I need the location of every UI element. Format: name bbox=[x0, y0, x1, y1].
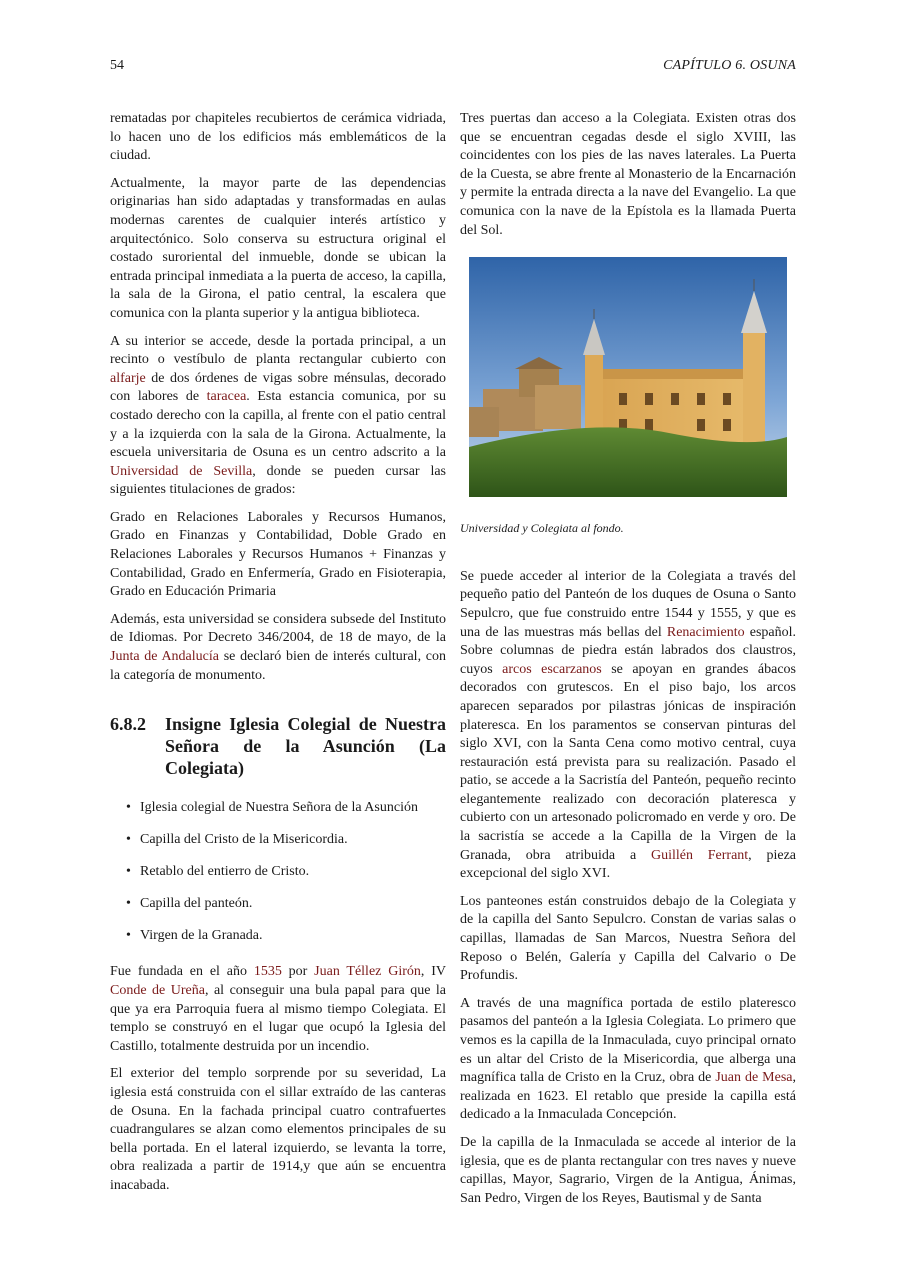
page-number: 54 bbox=[110, 58, 124, 73]
link-alfarje[interactable]: alfarje bbox=[110, 370, 146, 386]
paragraph: Los panteones están construidos debajo de la Colegiata y de la capilla del Santo Sepulcro. Constan de varias salas o capillas, llamadas de San Marcos, Nuestra Señora del Reposo o Belén, Galería y Capilla del Calvario o De Profundis. bbox=[460, 893, 796, 984]
left-column bbox=[110, 110, 446, 1205]
section-title: Insigne Iglesia Colegial de Nuestra Señora de la Asunción (La Colegiata) bbox=[165, 714, 446, 779]
paragraph: rematadas por chapiteles recubiertos de cerámica vidriada, lo hacen uno de los edificios más emblemáticos de la ciudad. bbox=[110, 111, 446, 164]
paragraph: Actualmente, la mayor parte de las dependencias originarias han sido adaptadas y transformadas en aulas modernas carentes de cualquier interés artístico y arquitectónico. Solo conserva su estructura original el costado suroriental del inmueble, donde se ubican la entrada principal inmediata a la puerta de acceso, la capilla, la sala de la Girona, el patio central, la escalera que comunica con la planta superior y la antigua biblioteca. bbox=[110, 175, 446, 321]
chapter-title: CAPÍTULO 6. OSUNA bbox=[663, 58, 796, 73]
list-item: • Retablo del entierro de Cristo. bbox=[126, 863, 446, 882]
link-universidad-sevilla[interactable]: Universidad de Sevilla bbox=[110, 463, 253, 479]
link-conde-urena[interactable]: Conde de Ureña bbox=[110, 982, 205, 998]
right-column bbox=[460, 110, 796, 1217]
link-taracea[interactable]: taracea bbox=[206, 389, 247, 405]
figure-caption: Universidad y Colegiata al fondo. bbox=[460, 521, 624, 536]
paragraph: Fue fundada en el año 1535 por Juan Téllez Girón, IV Conde de Ureña, al conseguir una bula papal para que la que ya era Parroquia fuera al mismo tiempo Colegiata. El templo se construyó en el lugar que ocupó la Iglesia del Castillo, totalmente destruida por un incendio. bbox=[110, 964, 447, 1054]
paragraph: De la capilla de la Inmaculada se accede al interior de la iglesia, que es de planta rectangular con tres naves y nueve capillas, Mayor, Sagrario, Virgen de la Antigua, Ánimas, San Pedro, Virgen de los Reyes, Bautismal y de Santa bbox=[460, 1134, 796, 1206]
list-item: • Iglesia colegial de Nuestra Señora de la Asunción bbox=[126, 799, 446, 818]
link-1535[interactable]: 1535 bbox=[253, 964, 282, 980]
photo-universidad-colegiata bbox=[469, 257, 787, 497]
list-item: • Capilla del panteón. bbox=[126, 895, 446, 914]
section-heading bbox=[110, 713, 446, 779]
page-header bbox=[110, 58, 796, 78]
link-juan-de-mesa[interactable]: Juan de Mesa bbox=[715, 1070, 793, 1086]
section-number: 6.8.2 bbox=[110, 714, 146, 735]
paragraph: A través de una magnífica portada de estilo plateresco pasamos del panteón a la Iglesia Colegiata. Lo primero que vemos es la capilla de la Inmaculada, cuyo principal ornato es un altar del Cristo de la Misericordia, que alberga una magnífica talla de Cristo en la Cruz, obra de Juan de Mesa, realizada en 1623. El retablo que preside la capilla está dedicado a la Inmaculada Concepción. bbox=[460, 995, 796, 1123]
paragraph: El exterior del templo sorprende por su severidad, La iglesia está construida con el sillar extraído de las canteras de Osuna. En la fachada principal cuatro contrafuertes cuadrangulares se alzan como elementos principales de su bella portada. En el lateral izquierdo, se levanta la torre, obra realizada a partir de 1914,y que aún se encuentra inacabada. bbox=[110, 1066, 446, 1193]
list-item: • Capilla del Cristo de la Misericordia. bbox=[126, 831, 446, 850]
paragraph: Grado en Relaciones Laborales y Recursos Humanos, Grado en Finanzas y Contabilidad, Doble Grado en Relaciones Laborales y Recursos Humanos + Finanzas y Contabilidad, Grado en Enfermería, Grado en Fisioterapia, Grado en Educación Primaria bbox=[110, 509, 446, 600]
paragraph: A su interior se accede, desde la portada principal, a un recinto o vestíbulo de planta rectangular cubierto con alfarje de dos órdenes de vigas sobre ménsulas, decorado con labores de taracea. Esta estancia comunica, por su costado derecho con la capilla, al frente con el patio central y a la izquierda con la sala de la Girona. Actualmente, la escuela universitaria de Osuna es un centro adscrito a la Universidad de Sevilla, donde se pueden cursar las siguientes titulaciones de grados: bbox=[110, 333, 446, 498]
link-junta-andalucia[interactable]: Junta de Andalucía bbox=[110, 649, 219, 665]
list-item: • Virgen de la Granada. bbox=[126, 927, 446, 946]
link-juan-tellez-giron[interactable]: Juan Téllez Girón bbox=[314, 964, 421, 980]
link-arcos-escarzanos[interactable]: arcos escarzanos bbox=[502, 661, 602, 677]
paragraph: Se puede acceder al interior de la Colegiata a través del pequeño patio del Panteón de los duques de Osuna o Santo Sepulcro, que fue construido entre 1544 y 1555, y que es una de las muestras más bellas del Renacimiento español. Sobre columnas de piedra están labrados dos claustros, cuyos arcos escarzanos se apoyan en grandes ábacos decorados con grutescos. En el piso bajo, los arcos aparecen separados por pilastras jónicas de inspiración plateresca. En los paramentos se conservan pinturas del siglo XVI, con la Santa Cena como motivo central, cuya restauración está prevista para su realización. Pasado el patio, se accede a la Sacristía del Panteón, pequeño recinto elegantemente realizado con decoración plateresca y cubierto con un artesonado policromado en verde y oro. De la sacristía se accede a la Capilla de la Virgen de la Granada, obra atribuida a Guillén Ferrant, pieza excepcional del siglo XVI. bbox=[460, 568, 797, 882]
bullet-list bbox=[110, 799, 446, 945]
link-renacimiento[interactable]: Renacimiento bbox=[666, 624, 745, 640]
paragraph: Además, esta universidad se considera subsede del Instituto de Idiomas. Por Decreto 346/2004, de 18 de mayo, de la Junta de Andalucía se declaró bien de interés cultural, con la categoría de monumento. bbox=[110, 611, 447, 683]
link-guillen-ferrant[interactable]: Guillén Ferrant bbox=[650, 847, 749, 863]
paragraph: Tres puertas dan acceso a la Colegiata. Existen otras dos que se encuentran cegadas desde el siglo XVIII, las coincidentes con los pies de las naves laterales. La Puerta de la Cuesta, se abre frente al Monasterio de la Encarnación y permite la entrada directa a la nave del Evangelio. La que comunica con la nave de la Epístola es la llamada Puerta del Sol. bbox=[460, 111, 796, 238]
